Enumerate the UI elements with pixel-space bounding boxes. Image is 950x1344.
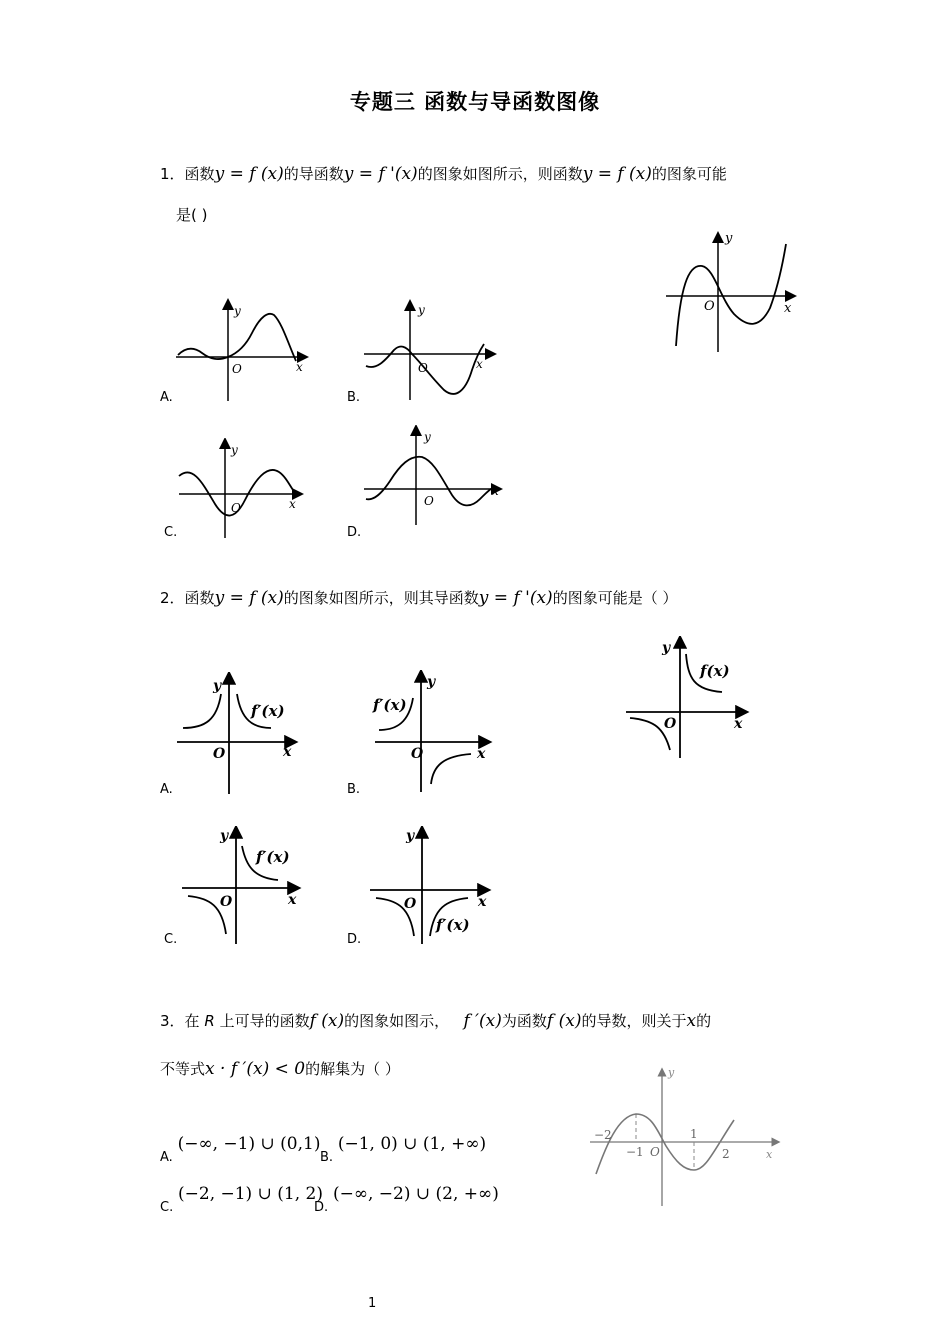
svg-text:y: y bbox=[668, 1066, 675, 1079]
svg-text:y: y bbox=[662, 640, 671, 656]
q3-option-a-label: A. bbox=[160, 1150, 173, 1165]
svg-text:2: 2 bbox=[722, 1147, 730, 1161]
svg-text:O: O bbox=[232, 362, 242, 376]
q1-number: 1． bbox=[160, 165, 185, 183]
svg-text:f′(x): f′(x) bbox=[436, 916, 470, 934]
svg-text:y: y bbox=[406, 828, 415, 844]
q3-option-a-value: (−∞, −1) ∪ (0,1) bbox=[177, 1134, 321, 1154]
svg-text:x: x bbox=[288, 892, 297, 908]
q1-given-graph bbox=[660, 228, 800, 358]
q2-option-c-graph bbox=[180, 826, 305, 948]
svg-text:x: x bbox=[492, 484, 499, 498]
page-title: 专题三 函数与导函数图像 bbox=[349, 90, 601, 114]
svg-text:O: O bbox=[650, 1145, 660, 1159]
question-1-line2: 是( ) bbox=[176, 206, 208, 224]
svg-text:f′(x): f′(x) bbox=[373, 696, 407, 714]
svg-text:y: y bbox=[231, 443, 238, 457]
svg-text:O: O bbox=[220, 894, 233, 910]
q3-option-c-label: C. bbox=[160, 1200, 174, 1215]
svg-text:O: O bbox=[664, 716, 677, 732]
q1-option-c-label[interactable]: C. bbox=[164, 525, 178, 540]
q2-b-right-branch bbox=[431, 754, 471, 784]
question-3-line2: 不等式x · f ′(x) < 0的解集为（ ） bbox=[160, 1059, 400, 1079]
q3-option-c[interactable] bbox=[160, 1184, 323, 1216]
q1-a-curve bbox=[178, 314, 296, 361]
q1-option-d-graph bbox=[360, 425, 505, 530]
q3-math-5: x · f ′(x) < 0 bbox=[205, 1059, 306, 1079]
q1-option-d-label[interactable]: D. bbox=[347, 525, 362, 540]
q2-option-a-label[interactable]: A. bbox=[160, 782, 173, 797]
q3-option-b-value: (−1, 0) ∪ (1, +∞) bbox=[337, 1134, 487, 1154]
q2-a-left-branch bbox=[183, 694, 221, 728]
q1-option-c-graph bbox=[175, 438, 310, 543]
q2-option-d-graph bbox=[368, 826, 493, 948]
q3-math-1: f (x) bbox=[309, 1011, 345, 1031]
q2-math-2: y = f '(x) bbox=[478, 588, 553, 608]
q1-option-b-graph bbox=[360, 298, 500, 408]
svg-text:x: x bbox=[476, 357, 483, 371]
svg-text:f′(x): f′(x) bbox=[256, 848, 290, 866]
svg-text:O: O bbox=[424, 494, 434, 508]
q3-number: 3． bbox=[160, 1012, 185, 1030]
svg-text:O: O bbox=[411, 746, 424, 762]
svg-text:y: y bbox=[427, 674, 436, 690]
fx-label: f(x) bbox=[700, 662, 730, 680]
svg-text:−1: −1 bbox=[626, 1145, 644, 1159]
q1-option-a-graph bbox=[172, 295, 312, 405]
q2-math-1: y = f (x) bbox=[214, 588, 284, 608]
svg-text:x: x bbox=[283, 744, 292, 760]
q3-math-3: f (x) bbox=[546, 1011, 582, 1031]
q3-option-b[interactable] bbox=[320, 1134, 487, 1166]
q3-option-c-value: (−2, −1) ∪ (1, 2) bbox=[178, 1184, 323, 1204]
svg-text:O: O bbox=[213, 746, 226, 762]
question-2-text: 2．函数y = f (x)的图象如图所示，则其导函数y = f '(x)的图象可能是（ ） bbox=[160, 588, 678, 608]
q3-option-d-value: (−∞, −2) ∪ (2, +∞) bbox=[332, 1184, 499, 1204]
q3-option-d[interactable] bbox=[314, 1184, 499, 1216]
x-label: x bbox=[784, 301, 792, 316]
q2-option-b-label[interactable]: B. bbox=[347, 782, 361, 797]
svg-text:x: x bbox=[734, 716, 743, 732]
y-label: y bbox=[725, 231, 733, 246]
svg-text:y: y bbox=[213, 678, 222, 694]
question-1-text: 1．函数y = f (x)的导函数y = f '(x)的图象如图所示，则函数y = f (x)的图象可能 bbox=[160, 164, 727, 184]
question-3-text: 3．在 R 上可导的函数f (x)的图象如图示， f ′(x)为函数f (x)的导数，则关于x的 bbox=[160, 1011, 712, 1031]
q1-given-curve bbox=[676, 244, 786, 346]
svg-text:y: y bbox=[418, 303, 425, 317]
q3-math-2: f ′(x) bbox=[463, 1011, 502, 1031]
svg-text:y: y bbox=[234, 304, 241, 318]
q1-option-a-label[interactable]: A. bbox=[160, 390, 173, 405]
q1-math-2: y = f '(x) bbox=[343, 164, 418, 184]
q2-option-b-graph bbox=[365, 670, 495, 795]
svg-text:f′(x): f′(x) bbox=[251, 702, 285, 720]
origin-label: O bbox=[704, 299, 715, 314]
page-number: 1 bbox=[368, 1296, 377, 1311]
svg-text:x: x bbox=[478, 894, 487, 910]
q3-option-b-label: B. bbox=[320, 1150, 334, 1165]
svg-text:O: O bbox=[418, 361, 428, 375]
q2-number: 2． bbox=[160, 589, 185, 607]
q3-curve bbox=[596, 1114, 734, 1174]
svg-text:O: O bbox=[231, 501, 241, 515]
svg-text:y: y bbox=[220, 828, 229, 844]
svg-text:O: O bbox=[404, 896, 417, 912]
svg-text:−2: −2 bbox=[594, 1128, 612, 1142]
q1-math-3: y = f (x) bbox=[582, 164, 652, 184]
svg-text:x: x bbox=[766, 1148, 773, 1161]
q1-math-1: y = f (x) bbox=[214, 164, 284, 184]
q3-given-graph bbox=[586, 1066, 786, 1211]
q1-option-b-label[interactable]: B. bbox=[347, 390, 361, 405]
q3-math-4: x bbox=[686, 1011, 697, 1031]
q3-option-a[interactable] bbox=[160, 1134, 321, 1166]
svg-text:x: x bbox=[289, 497, 296, 511]
svg-text:1: 1 bbox=[690, 1127, 698, 1141]
q3-option-d-label: D. bbox=[314, 1200, 329, 1215]
svg-text:x: x bbox=[296, 360, 303, 374]
q2-option-c-label[interactable]: C. bbox=[164, 932, 178, 947]
svg-text:x: x bbox=[477, 746, 486, 762]
q2-option-d-label[interactable]: D. bbox=[347, 932, 362, 947]
svg-text:y: y bbox=[424, 430, 431, 444]
q2-option-a-graph bbox=[175, 672, 300, 797]
q2-given-graph bbox=[624, 636, 754, 761]
